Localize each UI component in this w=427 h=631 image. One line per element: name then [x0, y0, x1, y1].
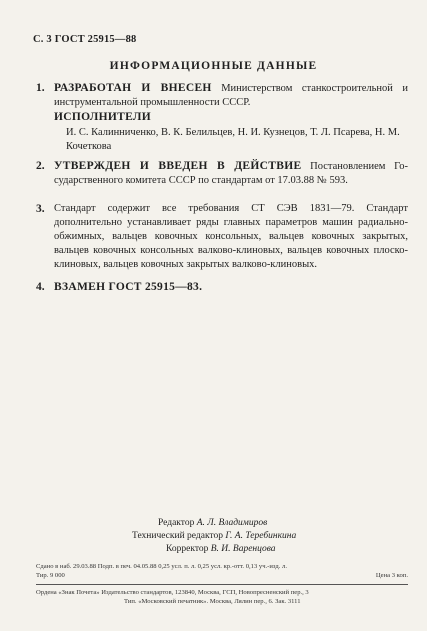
editorial-credits [132, 517, 297, 556]
imprint-line-2: Тир. 9 000 Цена 3 коп. [36, 572, 408, 579]
credit-tech-editor: Технический редактор Г. А. Теребинкина [132, 531, 297, 541]
info-item-2 [36, 159, 408, 188]
item-heading: РАЗРАБОТАН И ВНЕСЕН [54, 82, 212, 94]
item-text: Постановлением Государственного комитета СССР по стандартам от 17.03.88 № 593. [54, 161, 408, 186]
info-item-1 [36, 81, 408, 110]
item-heading: ВЗАМЕН ГОСТ 25915—83. [54, 281, 203, 293]
executors-label: ИСПОЛНИТЕЛИ [54, 111, 152, 123]
credit-editor: Редактор А. Л. Владимиров [158, 518, 268, 528]
section-title: ИНФОРМАЦИОННЫЕ ДАННЫЕ [109, 60, 318, 72]
imprint-line-3: Ордена «Знак Почета» Издательство стандартов, 123840, Москва, ГСП, Новопресненский пер., 3 [36, 589, 309, 596]
imprint-line-4: Тип. «Московский печатник». Москва, Лялин пер., 6. Зак. 3111 [124, 598, 301, 605]
item-text: Стандарт содержит все требования СТ СЭВ 1831—79. Стандарт дополнительно устанавливает ряды главных параметров машин радиально-обжимных, вальцев ковочных консольных, вальцев ковочных закрытых, вальцев ковочных консольных валково-клиновых, вальцев ковочных плоско-клиновых, вальцев ковочных закрытых валково-клиновых. [54, 203, 408, 270]
item-number: 3. [36, 203, 45, 215]
executors-list: И. С. Калинниченко, В. К. Белильцев, Н. И. Кузнецов, Т. Л. Псарева, Н. М. Кочеткова [66, 127, 400, 152]
divider [36, 584, 408, 585]
item-number: 1. [36, 82, 45, 94]
item-heading: УТВЕРЖДЕН И ВВЕДЕН В ДЕЙСТВИЕ [54, 160, 302, 172]
item-text: Министерством станкостроительной и инструментальной промышленности СССР. [54, 83, 408, 108]
info-item-3 [36, 202, 408, 272]
item-number: 4. [36, 281, 45, 293]
credit-proofreader: Корректор В. И. Варенцова [166, 544, 276, 554]
page-header: С. 3 ГОСТ 25915—88 [33, 34, 137, 45]
item-number: 2. [36, 160, 45, 172]
imprint-line-1: Сдано в наб. 29.03.88 Подп. в печ. 04.05.88 0,25 усл. п. л. 0,25 усл. кр.-отт. 0,13 уч.-изд. л. [36, 563, 287, 570]
info-item-4 [36, 280, 408, 295]
